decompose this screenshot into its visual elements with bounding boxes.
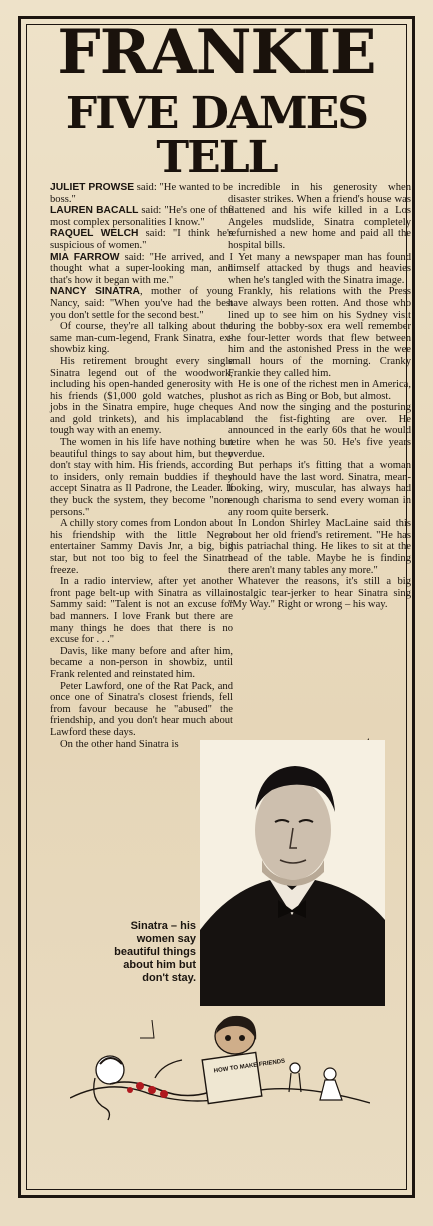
right_column-paragraph xyxy=(228,286,411,379)
left_column-paragraph xyxy=(50,681,233,739)
right_column-paragraph xyxy=(228,252,411,287)
left-column xyxy=(50,182,233,750)
left_column-paragraph xyxy=(50,437,233,518)
left_column-paragraph xyxy=(50,286,233,321)
paragraph-text: said: "He's one of the most complex personalities I know." xyxy=(50,205,233,228)
paragraph-text: In a radio interview, after yet another front page belt-up with Sinatra as villain Sammy said: "Talent is not an excuse for bad manners. I love Frank but there are many things he does that there is no excuse for . . ." xyxy=(50,576,233,646)
sinatra-photo xyxy=(200,740,385,1006)
left_column-paragraph xyxy=(50,321,233,356)
paragraph-text: Yet many a newspaper man has found himself attacked by thugs and heavies when he's tangled with the Sinatra image. xyxy=(228,251,411,286)
left_column-paragraph xyxy=(50,252,233,287)
paragraph-text: Of course, they're all talking about the same man-cum-legend, Frank Sinatra, ex-showbiz king. xyxy=(50,321,233,356)
left_column-paragraph xyxy=(50,646,233,681)
paragraph-text: Peter Lawford, one of the Rat Pack, and once one of Sinatra's closest friends, fell from favour because he "abused" the friendship, and you don't hear much about Lawford these days. xyxy=(50,680,233,738)
paragraph-text: Whatever the reasons, it's still a big nostalgic tear-jerker to hear Sinatra sing "My Way." Right or wrong – his way. xyxy=(228,576,411,611)
left_column-paragraph xyxy=(50,228,233,251)
paragraph-text: The women in his life have nothing but beautiful things to say about him, but they don't stay with him. His friends, according to insiders, only remain buddies if they accept Sinatra as Il Padrone, the Leader. If they buck the system, they become "non-persons." xyxy=(50,437,233,518)
paragraph-text: , mother of young Nancy, said: "When you've had the best you don't settle for the second best." xyxy=(50,286,233,321)
left_column-paragraph xyxy=(50,518,233,576)
paragraph-text: said: "He arrived, and I thought what a super-looking man, and that's how it began with me." xyxy=(50,251,233,286)
right_column-paragraph xyxy=(228,518,411,576)
paragraph-text: said: "He wanted to be boss." xyxy=(50,182,233,205)
paragraph-text: And now the singing and the posturing and the fist-fighting are over. He announced in the early 60s that he would retire when he was 50. He's five years overdue. xyxy=(228,402,411,460)
paragraph-text: On the other hand Sinatra is xyxy=(60,738,179,750)
paragraph-text: In London Shirley MacLaine said this about her old friend's retirement. "He has this patriachal thing. He likes to sit at the head of the table. Maybe he is finding there aren't many tables any more." xyxy=(228,518,411,576)
right_column-paragraph xyxy=(228,182,411,252)
quoted-person-name: NANCY SINATRA xyxy=(50,286,140,298)
headline-line1: FRANKIE xyxy=(57,17,376,88)
right_column-paragraph xyxy=(228,460,411,518)
paragraph-text: Frankly, his relations with the Press have always been rotten. And those who lined up to see him on his Sydney visit during the bobby-sox era well remember the four-letter words that flew between him and the astonished Press in the wee small hours of the morning. Cranky Frankie they called him. xyxy=(228,286,411,379)
quoted-person-name: MIA FARROW xyxy=(50,251,120,263)
right_column-paragraph xyxy=(228,402,411,460)
left_column-paragraph xyxy=(50,576,233,646)
beach-cartoon xyxy=(70,1008,370,1138)
left_column-paragraph xyxy=(50,182,233,205)
right_column-paragraph xyxy=(228,379,411,402)
right-column xyxy=(228,182,411,611)
right_column-paragraph xyxy=(228,576,411,611)
paragraph-text: said: "I think he's suspicious of women." xyxy=(50,228,233,251)
book-title: HOW TO MAKE FRIENDS xyxy=(213,1058,286,1075)
left_column-paragraph xyxy=(50,356,233,437)
photo-caption: Sinatra – his women say beautiful things about him but don't stay. xyxy=(114,920,196,984)
quoted-person-name: LAUREN BACALL xyxy=(50,205,139,217)
sinatra-portrait-illustration xyxy=(200,740,385,1006)
paragraph-text: Davis, like many before and after him, became a non-person in showbiz, until Frank relented and reinstated him. xyxy=(50,645,233,680)
paragraph-text: incredible in his generosity when disaster strikes. When a friend's house was flattened and his wife killed in a Los Angeles mudslide, Sinatra completely refurnished a new home and paid all the hospital bills. xyxy=(228,182,411,251)
paragraph-text: He is one of the richest men in America, not as rich as Bing or Bob, but almost. xyxy=(228,379,411,402)
paragraph-text: But perhaps it's fitting that a woman should have the last word. Sinatra, mean-looking, wiry, muscular, has always had enough charisma to send every woman in any room quite berserk. xyxy=(228,460,411,518)
paragraph-text: His retirement brought every single Sinatra legend out of the woodwork, including his open-handed generosity with his friends ($1,000 gold watches, plush jobs in the Sinatra empire, huge cheques and gold trinkets), and his implacable tough way with an enemy. xyxy=(50,355,233,437)
cartoon-illustration xyxy=(70,1008,370,1138)
quoted-person-name: JULIET PROWSE xyxy=(50,182,135,193)
paragraph-text: A chilly story comes from London about his friendship with the little Negro entertainer Sammy Davis Jnr, a big, big star, but not too big to feel the Sinatra freeze. xyxy=(50,518,233,576)
left_column-paragraph xyxy=(50,205,233,228)
headline-line2: FIVE DAMES TELL xyxy=(65,88,368,183)
quoted-person-name: RAQUEL WELCH xyxy=(50,228,139,240)
